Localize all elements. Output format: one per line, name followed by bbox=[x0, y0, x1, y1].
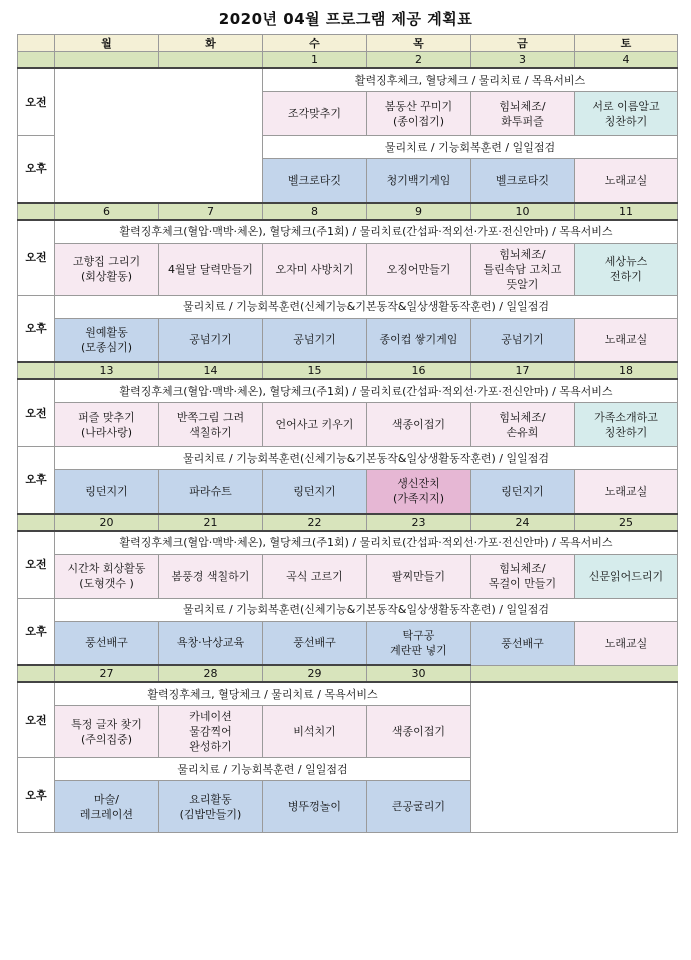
pm-banner: 물리치료 / 기능회복훈련(신체기능&기본동작&일상생활동작훈련) / 일일점검 bbox=[55, 295, 678, 318]
week2-date-row bbox=[18, 203, 678, 220]
week4-date-row bbox=[18, 514, 678, 531]
pm-label: 오후 bbox=[18, 295, 55, 362]
program-cell: 카네이션 물감찍어 완성하기 bbox=[159, 706, 263, 758]
date-cell: 30 bbox=[367, 665, 471, 682]
program-cell: 생신잔치 (가족지지) bbox=[367, 470, 471, 514]
program-cell: 공넘기기 bbox=[471, 318, 575, 362]
weekday-fri: 금 bbox=[471, 35, 575, 52]
date-cell: 16 bbox=[367, 362, 471, 379]
week4-am-banner-row bbox=[18, 531, 678, 555]
program-cell: 색종이접기 bbox=[367, 706, 471, 758]
am-label: 오전 bbox=[18, 68, 55, 136]
week1-date-row bbox=[18, 52, 678, 69]
weekday-header-row bbox=[18, 35, 678, 52]
date-cell: 24 bbox=[471, 514, 575, 531]
program-cell: 4월달 달력만들기 bbox=[159, 243, 263, 295]
week4-pm-banner-row bbox=[18, 598, 678, 621]
program-cell: 힘뇌체조/ 손유희 bbox=[471, 403, 575, 447]
date-cell: 3 bbox=[471, 52, 575, 69]
program-cell: 원예활동 (모종심기) bbox=[55, 318, 159, 362]
program-cell: 풍선배구 bbox=[471, 621, 575, 665]
weekday-sat: 토 bbox=[575, 35, 678, 52]
page-title: 2020년 04월 프로그램 제공 계획표 bbox=[218, 10, 473, 28]
am-banner: 활력징후체크(혈압·맥박·체온), 혈당체크(주1회) / 물리치료(간섭파·적외선·가포·전신안마) / 목욕서비스 bbox=[55, 379, 678, 403]
date-spacer bbox=[18, 665, 55, 682]
header-corner bbox=[18, 35, 55, 52]
program-cell: 고향집 그리기 (회상활동) bbox=[55, 243, 159, 295]
date-spacer bbox=[18, 514, 55, 531]
week3-pm-row bbox=[18, 470, 678, 514]
program-cell: 봄동산 꾸미기 (종이접기) bbox=[367, 92, 471, 136]
program-cell: 파라슈트 bbox=[159, 470, 263, 514]
am-banner: 활력징후체크, 혈당체크 / 물리치료 / 목욕서비스 bbox=[263, 68, 678, 92]
weekday-tue: 화 bbox=[159, 35, 263, 52]
week3-am-row bbox=[18, 403, 678, 447]
date-cell: 25 bbox=[575, 514, 678, 531]
am-label: 오전 bbox=[18, 379, 55, 447]
date-cell: 7 bbox=[159, 203, 263, 220]
week5-date-row bbox=[18, 665, 678, 682]
program-cell: 퍼즐 맞추기 (나라사랑) bbox=[55, 403, 159, 447]
date-cell: 9 bbox=[367, 203, 471, 220]
date-spacer bbox=[18, 203, 55, 220]
week4-pm-row bbox=[18, 621, 678, 665]
pm-label: 오후 bbox=[18, 136, 55, 203]
program-cell: 병뚜껑놀이 bbox=[263, 781, 367, 833]
program-cell: 오징어만들기 bbox=[367, 243, 471, 295]
date-cell: 15 bbox=[263, 362, 367, 379]
date-cell: 11 bbox=[575, 203, 678, 220]
week2-pm-row bbox=[18, 318, 678, 362]
pm-label: 오후 bbox=[18, 447, 55, 514]
week4-am-row bbox=[18, 554, 678, 598]
program-cell: 벨크로타깃 bbox=[471, 159, 575, 203]
program-calendar bbox=[17, 34, 678, 833]
program-cell: 청기백기게임 bbox=[367, 159, 471, 203]
date-cell: 17 bbox=[471, 362, 575, 379]
date-cell bbox=[55, 52, 159, 69]
program-cell: 큰공굴리기 bbox=[367, 781, 471, 833]
date-cell: 10 bbox=[471, 203, 575, 220]
week1-am-banner-row bbox=[18, 68, 678, 92]
program-cell: 노래교실 bbox=[575, 318, 678, 362]
program-cell: 욕창·낙상교육 bbox=[159, 621, 263, 665]
program-cell: 마술/ 레크레이션 bbox=[55, 781, 159, 833]
empty-days bbox=[471, 682, 678, 833]
date-cell: 27 bbox=[55, 665, 159, 682]
program-cell: 노래교실 bbox=[575, 621, 678, 665]
program-cell: 특정 글자 찾기 (주의집중) bbox=[55, 706, 159, 758]
program-cell: 시간차 회상활동 (도형갯수 ) bbox=[55, 554, 159, 598]
am-banner: 활력징후체크(혈압·맥박·체온), 혈당체크(주1회) / 물리치료(간섭파·적외선·가포·전신안마) / 목욕서비스 bbox=[55, 220, 678, 244]
am-banner: 활력징후체크, 혈당체크 / 물리치료 / 목욕서비스 bbox=[55, 682, 471, 706]
date-cell: 14 bbox=[159, 362, 263, 379]
program-cell: 힘뇌체조/ 목걸이 만들기 bbox=[471, 554, 575, 598]
date-cell: 21 bbox=[159, 514, 263, 531]
program-cell: 힘뇌체조/ 화투퍼즐 bbox=[471, 92, 575, 136]
date-cell: 8 bbox=[263, 203, 367, 220]
am-label: 오전 bbox=[18, 531, 55, 599]
program-cell: 곡식 고르기 bbox=[263, 554, 367, 598]
program-cell: 오자미 사방치기 bbox=[263, 243, 367, 295]
weekday-wed: 수 bbox=[263, 35, 367, 52]
date-cell: 20 bbox=[55, 514, 159, 531]
program-cell: 풍선배구 bbox=[263, 621, 367, 665]
program-cell: 색종이접기 bbox=[367, 403, 471, 447]
week3-date-row bbox=[18, 362, 678, 379]
date-cell: 29 bbox=[263, 665, 367, 682]
pm-banner: 물리치료 / 기능회복훈련(신체기능&기본동작&일상생활동작훈련) / 일일점검 bbox=[55, 598, 678, 621]
date-cell: 6 bbox=[55, 203, 159, 220]
program-cell: 종이컵 쌓기게임 bbox=[367, 318, 471, 362]
date-blank bbox=[471, 665, 678, 682]
empty-days bbox=[55, 68, 263, 203]
am-banner: 활력징후체크(혈압·맥박·체온), 혈당체크(주1회) / 물리치료(간섭파·적외선·가포·전신안마) / 목욕서비스 bbox=[55, 531, 678, 555]
date-cell bbox=[159, 52, 263, 69]
program-cell: 요리활동 (김밥만들기) bbox=[159, 781, 263, 833]
program-cell: 링던지기 bbox=[471, 470, 575, 514]
date-cell: 28 bbox=[159, 665, 263, 682]
week5-am-banner-row bbox=[18, 682, 678, 706]
program-cell: 링던지기 bbox=[263, 470, 367, 514]
weekday-mon: 월 bbox=[55, 35, 159, 52]
program-cell: 비석치기 bbox=[263, 706, 367, 758]
pm-label: 오후 bbox=[18, 758, 55, 833]
program-cell: 탁구공 계란판 넣기 bbox=[367, 621, 471, 665]
date-cell: 23 bbox=[367, 514, 471, 531]
program-cell: 봄풍경 색칠하기 bbox=[159, 554, 263, 598]
program-cell: 언어사고 키우기 bbox=[263, 403, 367, 447]
date-cell: 13 bbox=[55, 362, 159, 379]
week2-am-row bbox=[18, 243, 678, 295]
program-cell: 세상뉴스 전하기 bbox=[575, 243, 678, 295]
am-label: 오전 bbox=[18, 682, 55, 758]
pm-label: 오후 bbox=[18, 598, 55, 665]
program-cell: 풍선배구 bbox=[55, 621, 159, 665]
am-label: 오전 bbox=[18, 220, 55, 296]
program-cell: 팔찌만들기 bbox=[367, 554, 471, 598]
date-spacer bbox=[18, 362, 55, 379]
pm-banner: 물리치료 / 기능회복훈련 / 일일점검 bbox=[55, 758, 471, 781]
date-cell: 22 bbox=[263, 514, 367, 531]
program-cell: 가족소개하고 칭찬하기 bbox=[575, 403, 678, 447]
date-cell: 2 bbox=[367, 52, 471, 69]
program-cell: 서로 이름알고 칭찬하기 bbox=[575, 92, 678, 136]
program-cell: 벨크로타깃 bbox=[263, 159, 367, 203]
date-spacer bbox=[18, 52, 55, 69]
program-cell: 신문읽어드리기 bbox=[575, 554, 678, 598]
program-cell: 공넘기기 bbox=[263, 318, 367, 362]
week3-pm-banner-row bbox=[18, 447, 678, 470]
program-cell: 조각맞추기 bbox=[263, 92, 367, 136]
date-cell: 18 bbox=[575, 362, 678, 379]
weekday-thu: 목 bbox=[367, 35, 471, 52]
program-cell: 공넘기기 bbox=[159, 318, 263, 362]
week2-am-banner-row bbox=[18, 220, 678, 244]
pm-banner: 물리치료 / 기능회복훈련 / 일일점검 bbox=[263, 136, 678, 159]
program-cell: 링던지기 bbox=[55, 470, 159, 514]
program-cell: 노래교실 bbox=[575, 470, 678, 514]
week2-pm-banner-row bbox=[18, 295, 678, 318]
program-cell: 반쪽그림 그려 색칠하기 bbox=[159, 403, 263, 447]
date-cell: 1 bbox=[263, 52, 367, 69]
date-cell: 4 bbox=[575, 52, 678, 69]
program-cell: 노래교실 bbox=[575, 159, 678, 203]
program-cell: 힘뇌체조/ 틀린속담 고치고 뜻알기 bbox=[471, 243, 575, 295]
pm-banner: 물리치료 / 기능회복훈련(신체기능&기본동작&일상생활동작훈련) / 일일점검 bbox=[55, 447, 678, 470]
week3-am-banner-row bbox=[18, 379, 678, 403]
